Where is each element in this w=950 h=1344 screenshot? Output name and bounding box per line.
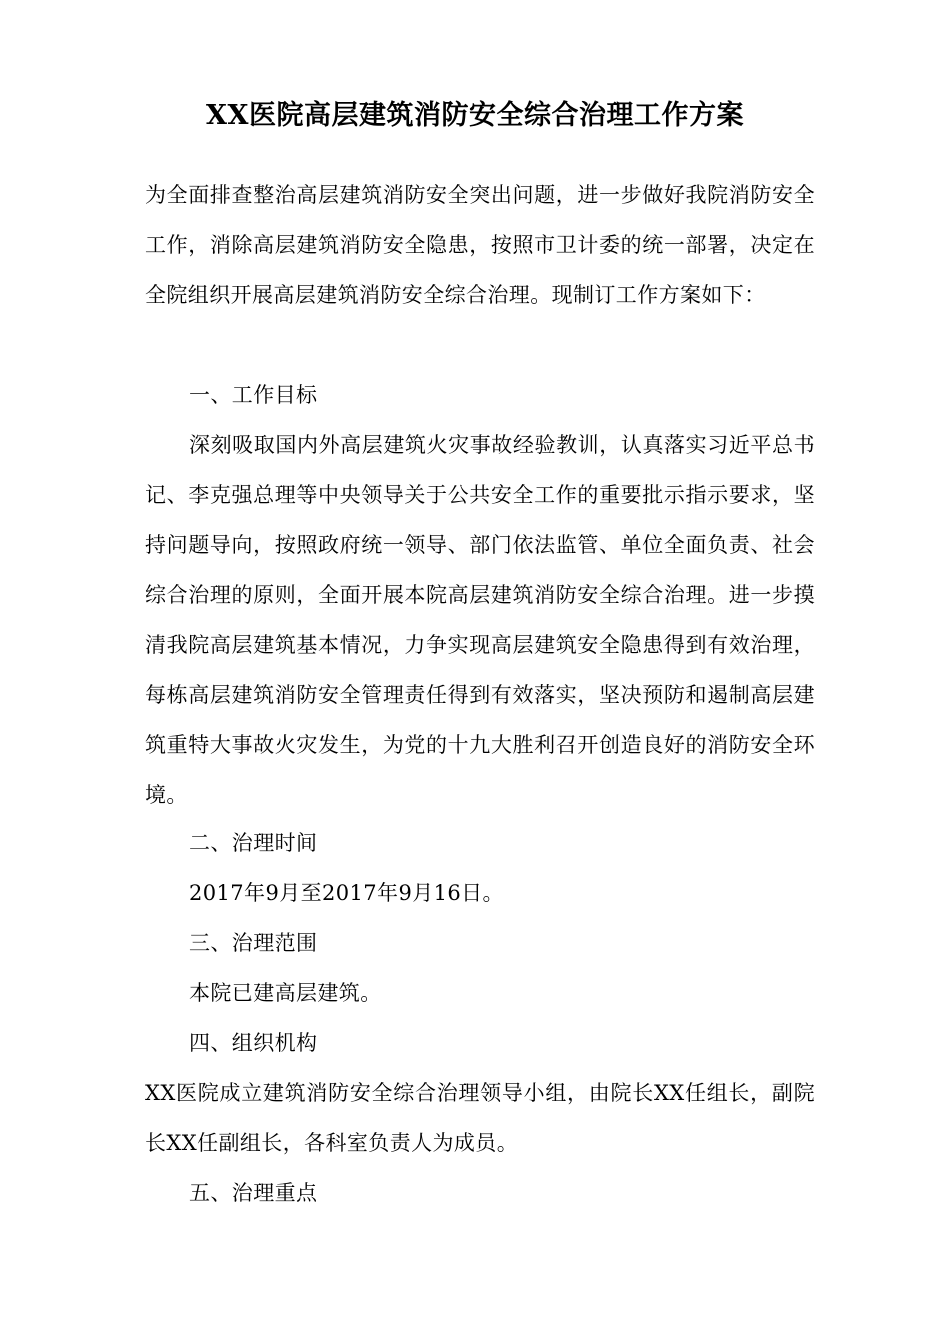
- section-heading-period: 二、治理时间: [189, 831, 318, 855]
- section-heading-goals: 一、工作目标: [189, 383, 318, 407]
- goals-paragraph: 深刻吸取国内外高层建筑火灾事故经验教训，认真落实习近平总书记、李克强总理等中央领导关于公共安全工作的重要批示指示要求，坚持问题导向，按照政府统一领导、部门依法监管、单位全面负责、社会综合治理的原则，全面开展本院高层建筑消防安全综合治理。进一步摸清我院高层建筑基本情况，力争实现高层建筑安全隐患得到有效治理，每栋高层建筑消防安全管理责任得到有效落实，坚决预防和遏制高层建筑重特大事故火灾发生，为党的十九大胜利召开创造良好的消防安全环境。: [145, 433, 815, 807]
- scope-text: 本院已建高层建筑。: [189, 981, 382, 1005]
- section-heading-organization: 四、组织机构: [189, 1031, 318, 1055]
- organization-paragraph: XX医院成立建筑消防安全综合治理领导小组，由院长XX任组长，副院长XX任副组长，各科室负责人为成员。: [145, 1081, 815, 1155]
- document-title: XX医院高层建筑消防安全综合治理工作方案: [206, 100, 744, 131]
- section-heading-focus: 五、治理重点: [189, 1181, 318, 1205]
- period-text: 2017年9月至2017年9月16日。: [189, 881, 504, 905]
- intro-paragraph: 为全面排查整治高层建筑消防安全突出问题，进一步做好我院消防安全工作，消除高层建筑消防安全隐患，按照市卫计委的统一部署，决定在全院组织开展高层建筑消防安全综合治理。现制订工作方案如下：: [145, 183, 815, 307]
- section-heading-scope: 三、治理范围: [189, 931, 318, 955]
